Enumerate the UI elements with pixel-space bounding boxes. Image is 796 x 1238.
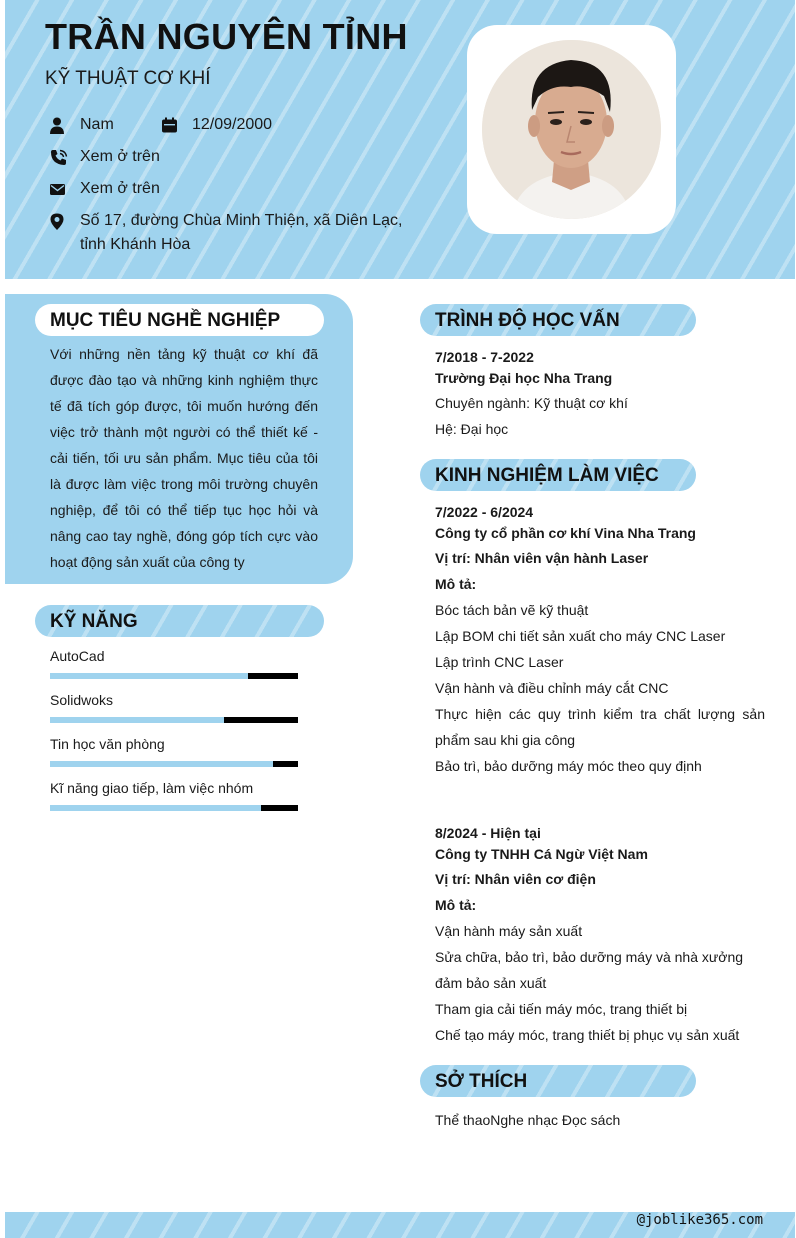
education-entry: [435, 344, 765, 442]
experience-entry: [435, 499, 765, 779]
calendar-icon: [162, 117, 180, 135]
job-task: Sửa chữa, bảo trì, bảo dưỡng máy và nhà xưởng đảm bảo sản xuất: [435, 949, 744, 991]
education-major: Chuyên ngành: Kỹ thuật cơ khí: [435, 395, 628, 411]
skill-bar: [50, 761, 298, 767]
job-company: Công ty TNHH Cá Ngừ Việt Nam: [435, 846, 648, 862]
job-desc-label: Mô tả:: [435, 576, 477, 592]
education-type: Hệ: Đại học: [435, 421, 509, 437]
job-period: 7/2022 - 6/2024: [435, 504, 534, 520]
education-period: 7/2018 - 7-2022: [435, 349, 534, 365]
skill-bar: [50, 805, 298, 811]
job-task: Tham gia cải tiến máy móc, trang thiết bị: [435, 1001, 688, 1017]
phone-value: Xem ở trên: [80, 148, 160, 165]
skill-item: [50, 779, 298, 811]
profile-photo: [482, 40, 661, 219]
gender-value: Nam: [80, 116, 114, 133]
candidate-name: TRẦN NGUYÊN TỈNH: [45, 16, 408, 57]
skill-bar-fill: [50, 761, 273, 767]
hobbies-text: Thể thaoNghe nhạc Đọc sách: [435, 1112, 621, 1128]
objective-text: Với những nền tảng kỹ thuật cơ khí đã được đào tạo và những kinh nghiệm thực tế đã tích góp được, tôi muốn hướng đến việc trở thành một người có thể thiết kế - cải tiến, tối ưu sản phẩm. Mục tiêu của tôi là được làm việc trong môi trường chuyên nghiệp, để tôi có thể tiếp tục học hỏi và nâng cao tay nghề, đóng góp tích cực vào hoạt động sản xuất của công ty: [50, 346, 318, 570]
email-value: Xem ở trên: [80, 180, 160, 197]
job-company: Công ty cổ phần cơ khí Vina Nha Trang: [435, 525, 696, 541]
skill-name: AutoCad: [50, 648, 105, 664]
job-task: Vận hành và điều chỉnh máy cắt CNC: [435, 680, 669, 696]
footer-website: @joblike365.com: [636, 1212, 763, 1228]
job-task: Bóc tách bản vẽ kỹ thuật: [435, 602, 589, 618]
person-icon: [50, 117, 68, 135]
experience-heading: KINH NGHIỆM LÀM VIỆC: [420, 459, 696, 491]
job-task: Vận hành máy sản xuất: [435, 923, 583, 939]
job-position: Vị trí: Nhân viên cơ điện: [435, 871, 596, 887]
location-pin-icon: [50, 213, 68, 231]
footer-bar: [5, 1212, 795, 1238]
skill-name: Solidwoks: [50, 692, 114, 708]
skill-bar-fill: [50, 673, 248, 679]
experience-entry: [435, 820, 765, 1048]
envelope-icon: [50, 181, 68, 199]
job-task: Thực hiện các quy trình kiểm tra chất lượng sản phẩm sau khi gia công: [435, 706, 765, 748]
skill-item: [50, 735, 298, 767]
hobbies-heading: SỞ THÍCH: [420, 1065, 696, 1097]
job-task: Lập trình CNC Laser: [435, 654, 564, 670]
hobbies-entry: [435, 1107, 765, 1133]
phone-row: [50, 148, 160, 169]
skills-heading: KỸ NĂNG: [35, 605, 324, 637]
skill-name: Kĩ năng giao tiếp, làm việc nhóm: [50, 780, 254, 796]
photo-frame: [467, 25, 676, 234]
job-task: Chế tạo máy móc, trang thiết bị phục vụ sản xuất: [435, 1027, 740, 1043]
job-position: Vị trí: Nhân viên vận hành Laser: [435, 550, 649, 566]
education-heading: TRÌNH ĐỘ HỌC VẤN: [420, 304, 696, 336]
email-row: [50, 180, 160, 201]
skill-bar: [50, 673, 298, 679]
birthdate-value: 12/09/2000: [192, 116, 273, 133]
objective-heading: MỤC TIÊU NGHỀ NGHIỆP: [35, 304, 324, 336]
phone-icon: [50, 149, 68, 167]
address-value: Số 17, đường Chùa Minh Thiện, xã Diên Lạc, tỉnh Khánh Hòa: [80, 212, 403, 253]
job-task: Lập BOM chi tiết sản xuất cho máy CNC Laser: [435, 628, 726, 644]
gender-row: [50, 116, 114, 137]
job-desc-label: Mô tả:: [435, 897, 477, 913]
skill-bar: [50, 717, 298, 723]
skill-item: [50, 647, 298, 679]
skill-item: [50, 691, 298, 723]
education-school: Trường Đại học Nha Trang: [435, 370, 613, 386]
skill-bar-fill: [50, 717, 224, 723]
address-row: [50, 212, 430, 257]
birthdate-row: [162, 116, 272, 137]
skill-name: Tin học văn phòng: [50, 736, 165, 752]
job-title: KỸ THUẬT CƠ KHÍ: [45, 68, 211, 89]
job-period: 8/2024 - Hiện tại: [435, 825, 541, 841]
skill-bar-fill: [50, 805, 261, 811]
job-task: Bảo trì, bảo dưỡng máy móc theo quy định: [435, 758, 702, 774]
